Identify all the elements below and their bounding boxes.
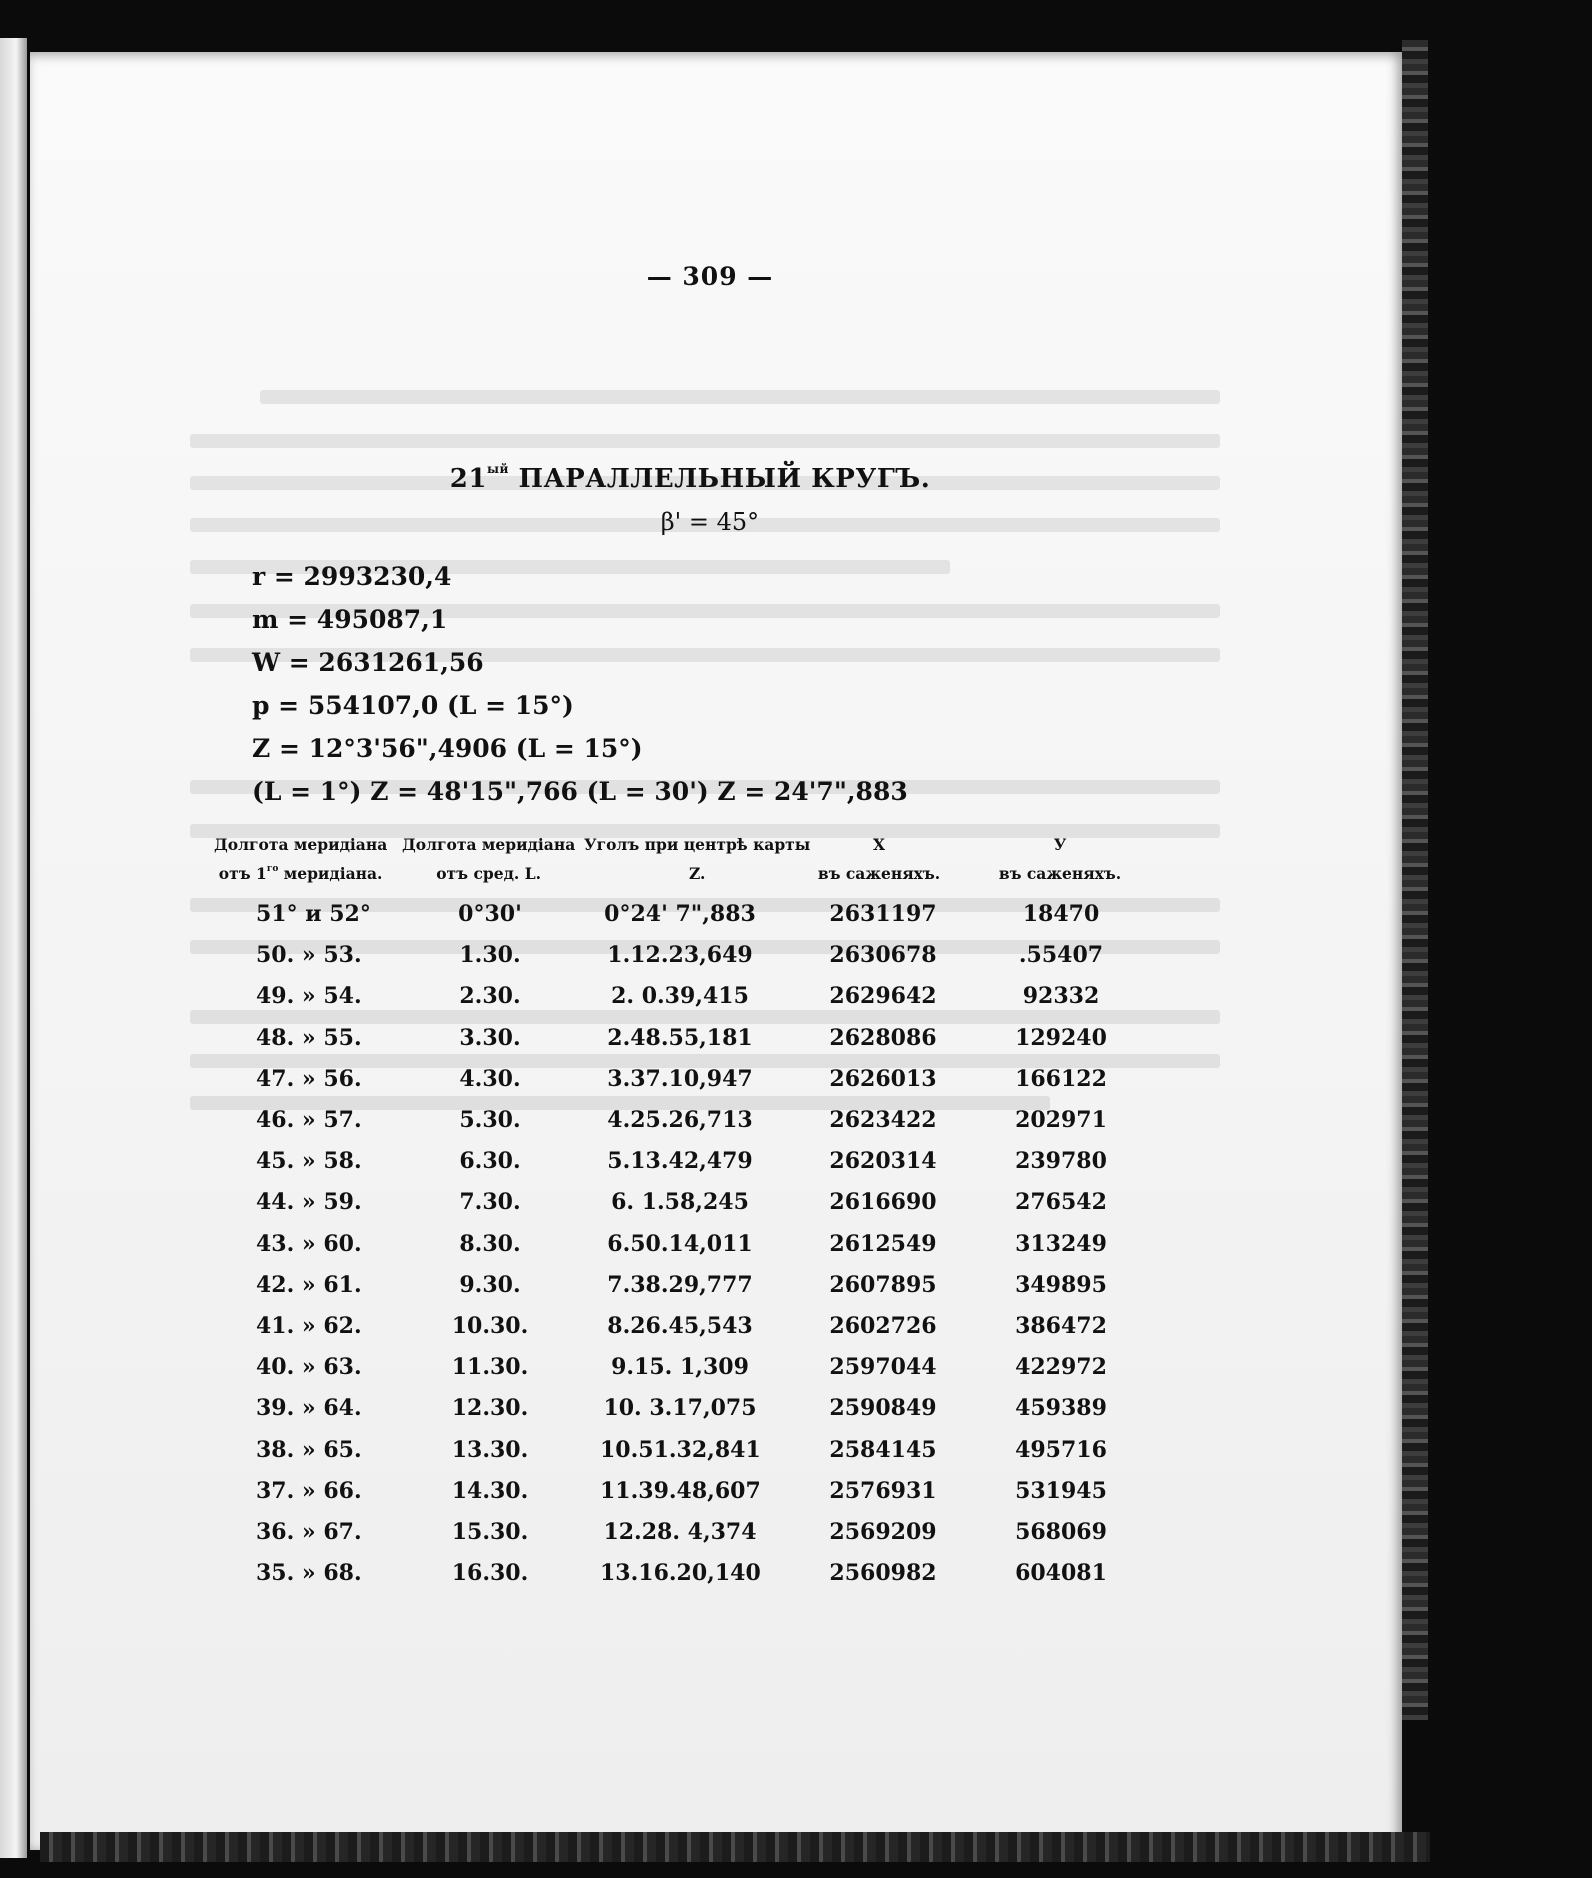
cell-angle: 5.13.42,479 (607, 1148, 753, 1175)
table-row (0, 1354, 1592, 1384)
cell-y: 18470 (1022, 901, 1100, 927)
cell-y: 313249 (1015, 1230, 1107, 1257)
cell-x: 2628086 (829, 1024, 937, 1051)
cell-middle-longitude: 8.30. (459, 1230, 521, 1257)
header-meridian: Долгота меридіана отъ $1^{го}$ меридіана. (214, 835, 388, 883)
cell-angle: 11.39.48,607 (600, 1477, 761, 1504)
cell-x: 2630678 (829, 942, 937, 969)
cell-y: 531945 (1015, 1477, 1107, 1504)
cell-meridians: 44. » 59. (256, 1189, 362, 1216)
cell-meridians: 40. » 63. (256, 1354, 362, 1381)
table-row (0, 1560, 1592, 1590)
cell-x: 2623422 (829, 1107, 937, 1133)
cell-angle: 8.26.45,543 (607, 1313, 753, 1339)
cell-x: 2620314 (829, 1148, 937, 1175)
table-row (0, 1107, 1592, 1137)
table-row (0, 901, 1592, 931)
table-row (0, 1395, 1592, 1425)
header-angle: Уголъ при центрѣ карты Z. (584, 835, 811, 883)
cell-meridians: 47. » 56. (256, 1065, 362, 1092)
cell-angle: 10.51.32,841 (600, 1436, 761, 1463)
beta-latitude: β' = 45° (660, 508, 760, 536)
cell-middle-longitude: 10.30. (451, 1313, 529, 1339)
cell-middle-longitude: 5.30. (459, 1107, 521, 1133)
heading-ordinal-suffix: ый (486, 462, 509, 476)
cell-meridians: 38. » 65. (256, 1436, 362, 1463)
param-z-small-angles: (L = 1°) Z = 48'15",766 (L = 30') Z = 24'7",883 (252, 777, 908, 806)
cell-y: 604081 (1015, 1560, 1107, 1587)
cell-x: 2584145 (829, 1436, 937, 1463)
table-row (0, 1519, 1592, 1549)
cell-x: 2612549 (829, 1230, 937, 1257)
cell-x: 2629642 (829, 983, 937, 1010)
cell-meridians: 42. » 61. (256, 1271, 362, 1298)
param-r: r = 2993230,4 (252, 562, 452, 591)
cell-meridians: 48. » 55. (256, 1024, 362, 1051)
table-row (0, 983, 1592, 1013)
cell-y: 386472 (1015, 1313, 1107, 1339)
cell-angle: 4.25.26,713 (607, 1107, 753, 1133)
cell-x: 2560982 (829, 1560, 937, 1587)
cell-y: 495716 (1015, 1436, 1107, 1463)
cell-angle: 6. 1.58,245 (611, 1189, 749, 1216)
cell-angle: 10. 3.17,075 (603, 1395, 757, 1422)
cell-y: 129240 (1015, 1024, 1107, 1051)
cell-meridians: 45. » 58. (256, 1148, 362, 1175)
header-middle: Долгота меридіана отъ сред. L. (402, 835, 576, 883)
cell-meridians: 43. » 60. (256, 1230, 362, 1257)
section-heading (430, 464, 950, 494)
header-x: X въ саженяхъ. (817, 835, 941, 883)
cell-x: 2626013 (829, 1065, 937, 1092)
cell-middle-longitude: 14.30. (451, 1477, 529, 1504)
cell-meridians: 37. » 66. (256, 1477, 362, 1504)
cell-meridians: 41. » 62. (256, 1313, 362, 1339)
cell-x: 2602726 (829, 1313, 937, 1339)
cell-x: 2576931 (829, 1477, 937, 1504)
cell-angle: 13.16.20,140 (600, 1560, 761, 1587)
table-row (0, 1231, 1592, 1261)
cell-y: 166122 (1015, 1065, 1107, 1092)
cell-meridians: 50. » 53. (256, 942, 362, 969)
param-w: W = 2631261,56 (252, 648, 484, 677)
cell-y: 276542 (1015, 1189, 1107, 1216)
cell-x: 2590849 (829, 1395, 937, 1422)
table-row (0, 1272, 1592, 1302)
cell-angle: 9.15. 1,309 (611, 1354, 749, 1381)
cell-y: 568069 (1015, 1519, 1107, 1545)
cell-angle: 0°24' 7",883 (604, 901, 756, 927)
cell-middle-longitude: 16.30. (451, 1560, 529, 1587)
table-row (0, 942, 1592, 972)
cell-middle-longitude: 6.30. (459, 1148, 521, 1175)
param-z: Z = 12°3'56",4906 (L = 15°) (252, 734, 643, 763)
cell-middle-longitude: 2.30. (459, 983, 521, 1010)
param-m: m = 495087,1 (252, 605, 448, 634)
cell-middle-longitude: 9.30. (459, 1271, 521, 1298)
page-number: — 309 — (646, 262, 774, 291)
table-row (0, 1478, 1592, 1508)
cell-middle-longitude: 4.30. (459, 1065, 521, 1092)
cell-x: 2616690 (829, 1189, 937, 1216)
cell-meridians: 49. » 54. (256, 983, 362, 1010)
cell-x: 2631197 (829, 901, 937, 927)
cell-middle-longitude: 7.30. (459, 1189, 521, 1216)
table-row (0, 1066, 1592, 1096)
table-row (0, 1025, 1592, 1055)
cell-middle-longitude: 15.30. (451, 1519, 529, 1545)
cell-meridians: 36. » 67. (256, 1519, 362, 1545)
cell-middle-longitude: 1.30. (459, 942, 521, 969)
param-p: p = 554107,0 (L = 15°) (252, 691, 574, 720)
cell-y: 92332 (1022, 983, 1100, 1010)
cell-x: 2569209 (829, 1519, 937, 1545)
cell-y: 422972 (1015, 1354, 1107, 1381)
cell-y: 349895 (1015, 1271, 1107, 1298)
cell-angle: 1.12.23,649 (607, 942, 753, 969)
cell-meridians: 51° и 52° (256, 901, 371, 927)
cell-middle-longitude: 12.30. (451, 1395, 529, 1422)
heading-title: ПАРАЛЛЕЛЬНЫЙ КРУГЪ. (518, 464, 931, 494)
cell-meridians: 39. » 64. (256, 1395, 362, 1422)
cell-y: .55407 (1018, 942, 1104, 969)
cell-y: 239780 (1015, 1148, 1107, 1175)
cell-angle: 6.50.14,011 (607, 1230, 753, 1257)
cell-angle: 2. 0.39,415 (611, 983, 749, 1010)
table-row (0, 1148, 1592, 1178)
cell-middle-longitude: 13.30. (451, 1436, 529, 1463)
header-y: У въ саженяхъ. (998, 835, 1122, 883)
cell-y: 202971 (1015, 1107, 1107, 1133)
cell-middle-longitude: 3.30. (459, 1024, 521, 1051)
cell-meridians: 35. » 68. (256, 1560, 362, 1587)
cell-middle-longitude: 0°30' (458, 901, 522, 927)
table-row (0, 1313, 1592, 1343)
cell-angle: 7.38.29,777 (607, 1271, 753, 1298)
cell-angle: 3.37.10,947 (607, 1065, 753, 1092)
heading-ordinal: 21 (449, 464, 487, 494)
cell-angle: 12.28. 4,374 (603, 1519, 757, 1545)
cell-meridians: 46. » 57. (256, 1107, 362, 1133)
cell-y: 459389 (1015, 1395, 1107, 1422)
cell-x: 2597044 (829, 1354, 937, 1381)
table-row (0, 1189, 1592, 1219)
cell-x: 2607895 (829, 1271, 937, 1298)
table-row (0, 1437, 1592, 1467)
cell-middle-longitude: 11.30. (451, 1354, 529, 1381)
cell-angle: 2.48.55,181 (607, 1024, 753, 1051)
